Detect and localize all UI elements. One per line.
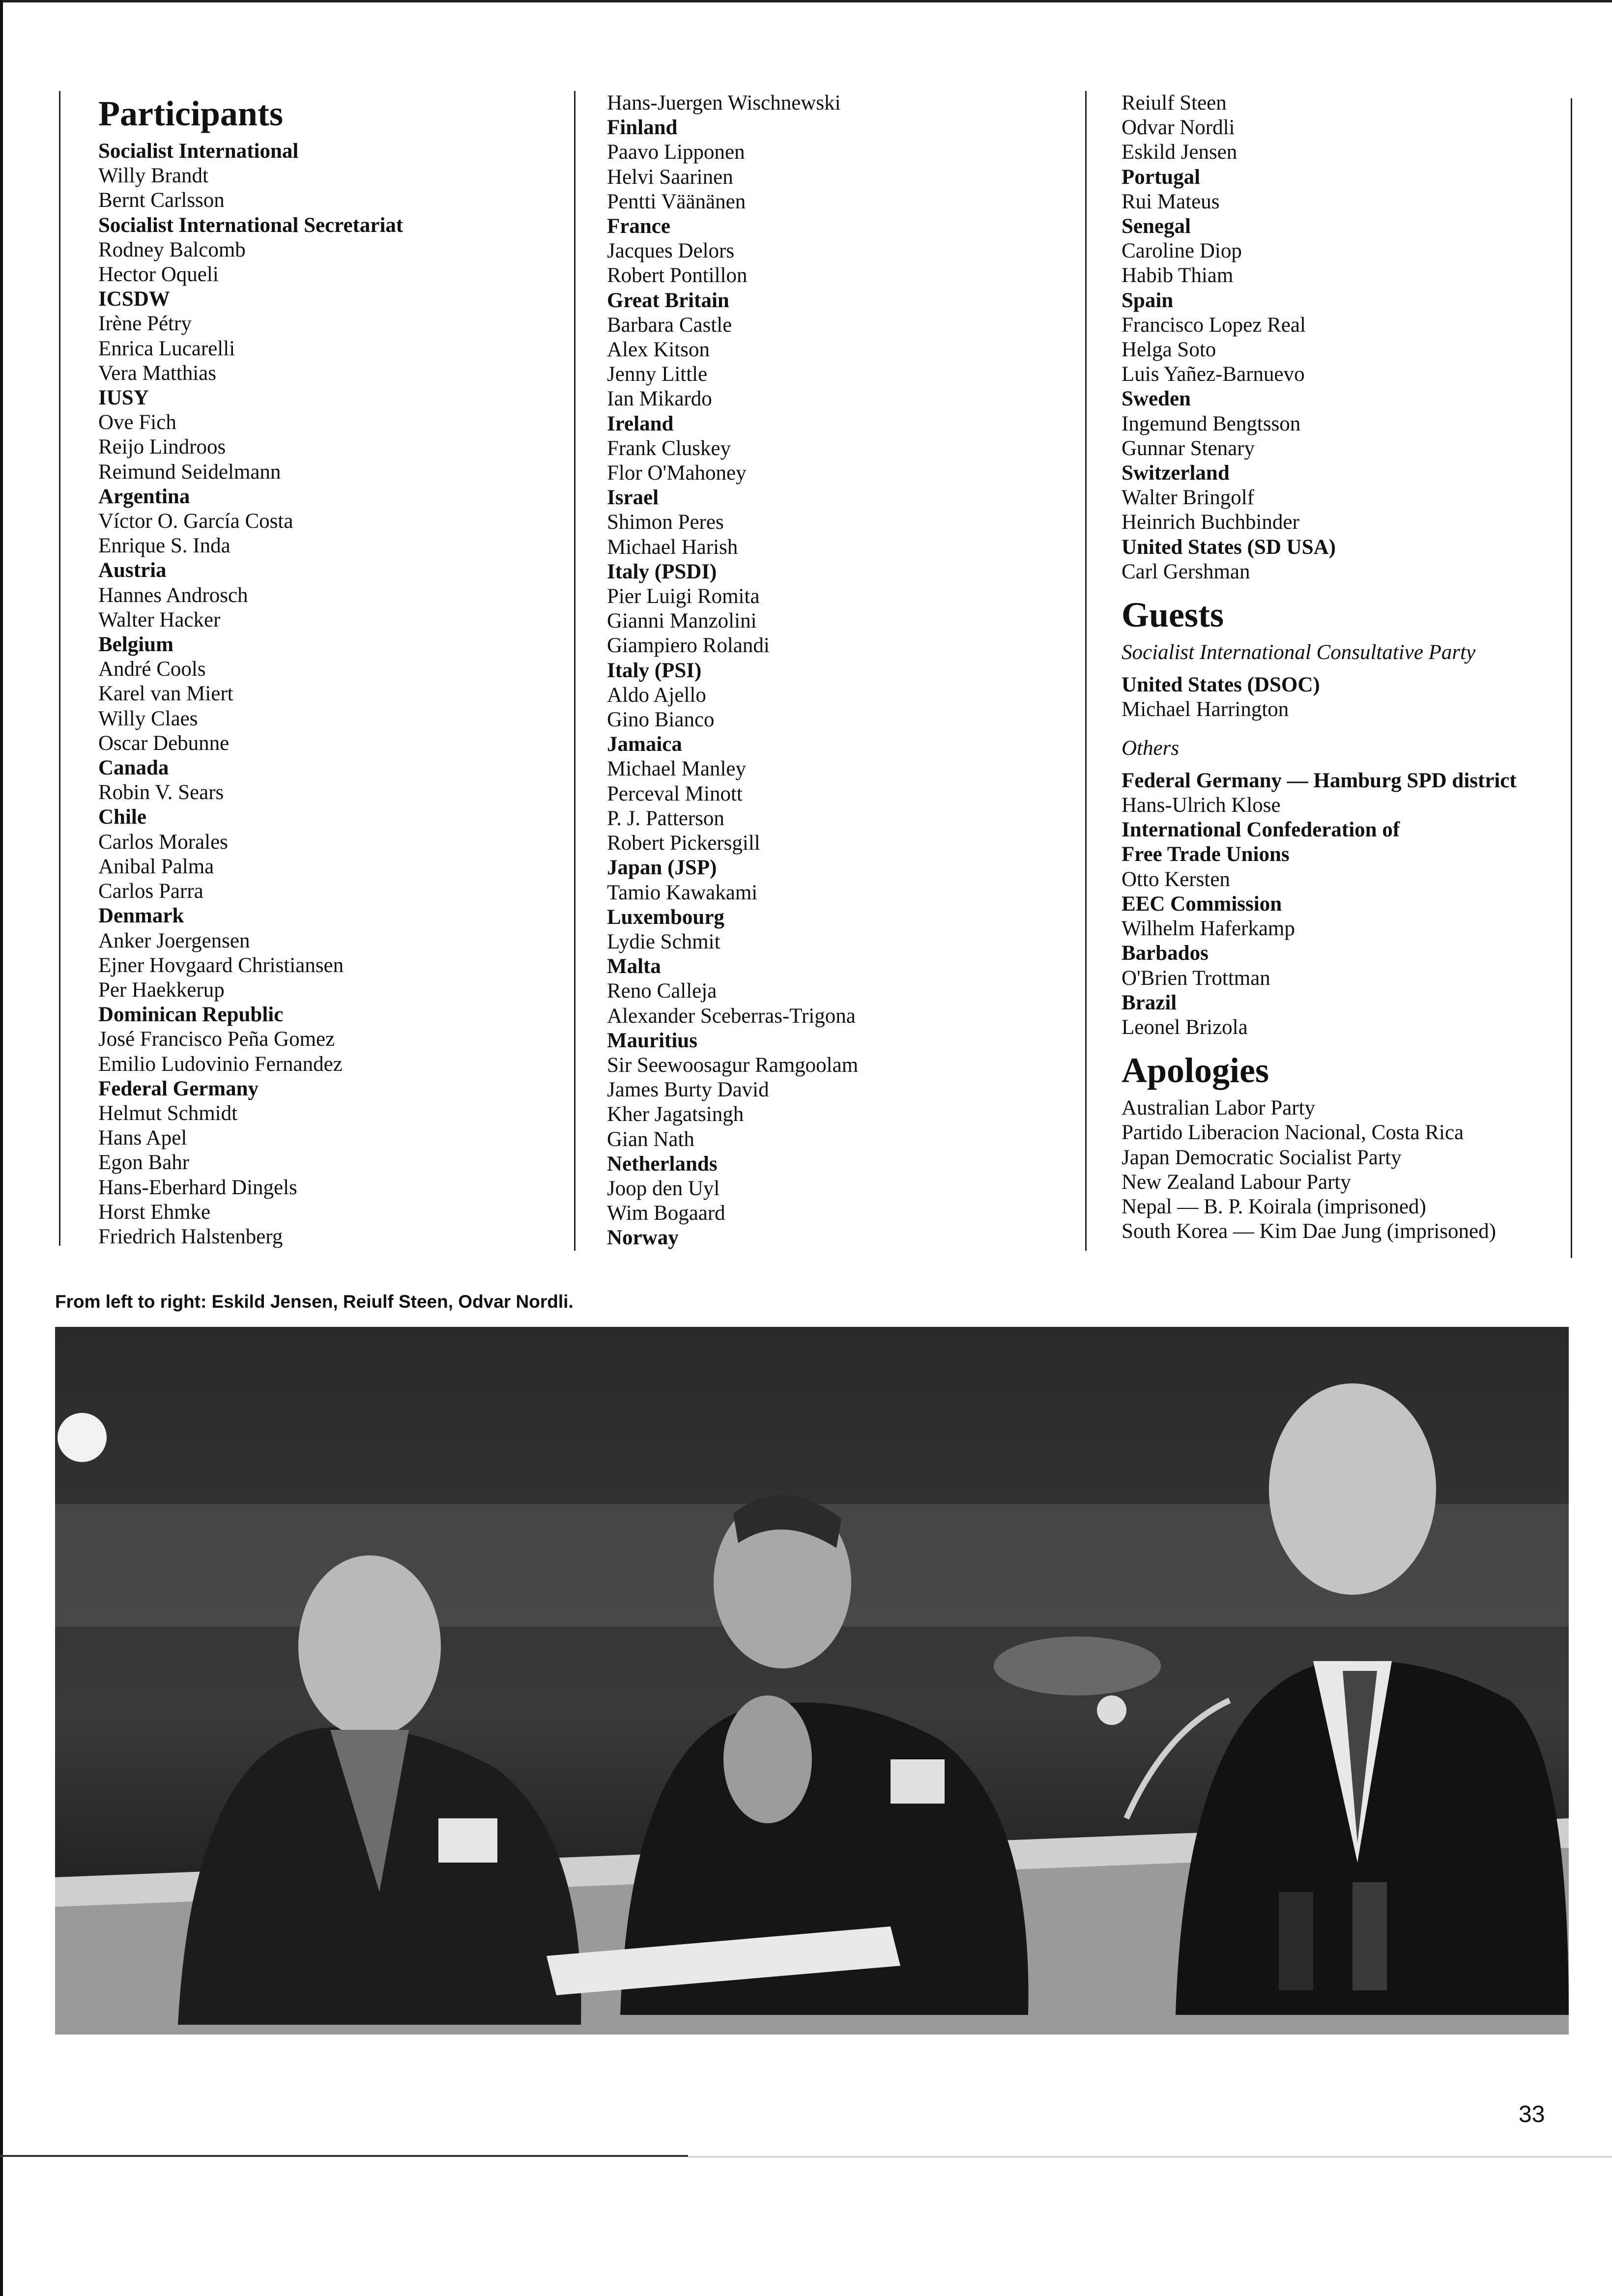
guest-heading-united-states-dsoc: United States (DSOC) [1122,673,1320,697]
participant-name-paavo-lipponen: Paavo Lipponen [607,141,745,164]
column-rule-left [59,91,60,1246]
participant-name-kher-jagatsingh: Kher Jagatsingh [607,1103,744,1126]
participant-name-helmut-schmidt: Helmut Schmidt [98,1101,238,1125]
participant-name-friedrich-halstenberg: Friedrich Halstenberg [98,1225,283,1248]
participant-heading-israel: Israel [607,486,659,510]
participant-name-vera-matthias: Vera Matthias [98,361,217,385]
participant-heading-portugal: Portugal [1122,165,1201,189]
apology-name-nepal-b-p-koirala-imprisoned: Nepal — B. P. Koirala (imprisoned) [1122,1195,1426,1218]
guest-heading-brazil: Brazil [1122,991,1177,1014]
participant-name-lydie-schmit: Lydie Schmit [607,930,720,953]
photo-caption: From left to right: Eskild Jensen, Reiulf Steen, Odvar Nordli. [55,1292,574,1312]
participant-name-pentti-v-n-nen: Pentti Väänänen [607,190,746,213]
participant-heading-canada: Canada [98,756,169,780]
participant-name-robert-pontillon: Robert Pontillon [607,264,748,287]
participant-name-flor-o-mahoney: Flor O'Mahoney [607,461,747,485]
guest-name-hans-ulrich-klose: Hans-Ulrich Klose [1122,794,1281,817]
participant-heading-norway: Norway [607,1226,679,1250]
participant-name-caroline-diop: Caroline Diop [1122,239,1242,263]
participant-name-reno-calleja: Reno Calleja [607,979,717,1003]
participant-name-horst-ehmke: Horst Ehmke [98,1200,211,1224]
participant-heading-italy-psi: Italy (PSI) [607,659,702,682]
participant-name-jacques-delors: Jacques Delors [607,239,735,263]
participant-name-robert-pickersgill: Robert Pickersgill [607,832,760,855]
participant-name-gianni-manzolini: Gianni Manzolini [607,609,757,633]
participant-name-francisco-lopez-real: Francisco Lopez Real [1122,313,1306,337]
participant-name-hector-oqueli: Hector Oqueli [98,263,219,287]
participant-heading-luxembourg: Luxembourg [607,905,724,929]
participant-name-ove-fich: Ove Fich [98,411,176,434]
participant-heading-france: France [607,215,670,238]
participant-name-bernt-carlsson: Bernt Carlsson [98,189,225,212]
guest-heading-free-trade-unions: Free Trade Unions [1122,843,1290,866]
participants-list-1 [98,139,570,1249]
participant-name-walter-hacker: Walter Hacker [98,608,221,631]
apology-name-australian-labor-party: Australian Labor Party [1122,1096,1316,1120]
participant-name-shimon-peres: Shimon Peres [607,511,724,534]
participants-list-3 [1122,91,1593,584]
participant-heading-jamaica: Jamaica [607,733,682,756]
participant-name-frank-cluskey: Frank Cluskey [607,436,731,460]
apology-name-new-zealand-labour-party: New Zealand Labour Party [1122,1170,1351,1194]
participant-name-james-burty-david: James Burty David [607,1078,769,1102]
guests-heading: Guests [1122,595,1224,635]
guest-heading-international-confederation-of: International Confederation of [1122,818,1400,842]
participant-heading-italy-psdi: Italy (PSDI) [607,560,717,583]
participant-heading-socialist-international-secretariat: Socialist International Secretariat [98,213,403,237]
guest-heading-federal-germany-hamburg-spd-district: Federal Germany — Hamburg SPD district [1122,769,1517,792]
participant-name-pier-luigi-romita: Pier Luigi Romita [607,585,760,608]
participant-name-gunnar-stenary: Gunnar Stenary [1122,436,1255,460]
column-rule-2 [574,91,576,1251]
guest-heading-barbados: Barbados [1122,942,1209,965]
apology-name-partido-liberacion-nacional-costa-rica: Partido Liberacion Nacional, Costa Rica [1122,1121,1464,1145]
participant-name-michael-harish: Michael Harish [607,535,738,559]
participant-name-rodney-balcomb: Rodney Balcomb [98,238,246,261]
participant-name-helvi-saarinen: Helvi Saarinen [607,165,733,189]
participant-name-ian-mikardo: Ian Mikardo [607,387,712,411]
participant-name-michael-manley: Michael Manley [607,757,746,781]
page-left-edge [0,0,3,2296]
participant-name-rui-mateus: Rui Mateus [1122,190,1220,213]
participant-name-gian-nath: Gian Nath [607,1127,694,1151]
participant-name-reijo-lindroos: Reijo Lindroos [98,435,226,459]
participant-name-tamio-kawakami: Tamio Kawakami [607,881,758,904]
participants-column-2 [607,91,1079,1251]
apology-name-japan-democratic-socialist-party: Japan Democratic Socialist Party [1122,1146,1402,1169]
participant-heading-spain: Spain [1122,288,1174,312]
guest-heading-eec-commission: EEC Commission [1122,892,1282,916]
page-bottom-edge-faint [688,2156,1612,2157]
participant-heading-socialist-international: Socialist International [98,140,299,163]
participant-name-heinrich-buchbinder: Heinrich Buchbinder [1122,511,1299,534]
participant-heading-icsdw: ICSDW [98,287,170,311]
participant-name-aldo-ajello: Aldo Ajello [607,683,706,707]
participant-name-per-haekkerup: Per Haekkerup [98,978,225,1002]
participant-heading-denmark: Denmark [98,904,184,928]
participant-name-carl-gershman: Carl Gershman [1122,560,1250,583]
participant-name-oscar-debunne: Oscar Debunne [98,731,230,755]
participant-name-reimund-seidelmann: Reimund Seidelmann [98,460,281,484]
meeting-photo-illustration [55,1327,1569,2035]
apologies-list [1122,1096,1593,1244]
participant-heading-federal-germany: Federal Germany [98,1077,259,1100]
guest-name-o-brien-trottman: O'Brien Trottman [1122,966,1270,990]
participant-name-carlos-parra: Carlos Parra [98,880,203,903]
participant-heading-united-states-sd-usa: United States (SD USA) [1122,535,1336,559]
participant-name-willy-brandt: Willy Brandt [98,164,208,188]
consultative-party-label: Socialist International Consultative Party [1122,641,1476,664]
participants-column-1 [98,91,570,1249]
guest-name-otto-kersten: Otto Kersten [1122,867,1230,891]
participant-name-anker-joergensen: Anker Joergensen [98,929,250,952]
participant-heading-ireland: Ireland [607,412,674,435]
participant-heading-switzerland: Switzerland [1122,461,1230,485]
participant-heading-belgium: Belgium [98,633,173,657]
participant-heading-senegal: Senegal [1122,215,1191,238]
participant-heading-japan-jsp: Japan (JSP) [607,856,717,880]
participant-name-walter-bringolf: Walter Bringolf [1122,486,1254,510]
consultative-list [1122,673,1593,722]
participant-heading-austria: Austria [98,559,167,582]
participant-name-eskild-jensen: Eskild Jensen [1122,141,1238,164]
participants-column-3 [1122,91,1593,1244]
participant-name-emilio-ludovinio-fernandez: Emilio Ludovinio Fernandez [98,1052,343,1076]
participant-name-luis-ya-ez-barnuevo: Luis Yañez-Barnuevo [1122,363,1305,386]
guest-name-michael-harrington: Michael Harrington [1122,698,1289,721]
participant-name-p-j-patterson: P. J. Patterson [607,806,724,830]
page-top-edge [0,0,1612,2]
others-list [1122,769,1593,1040]
participants-heading: Participants [98,94,283,133]
participant-name-ejner-hovgaard-christiansen: Ejner Hovgaard Christiansen [98,953,344,977]
participant-name-karel-van-miert: Karel van Miert [98,682,233,706]
participant-name-ir-ne-p-try: Irène Pétry [98,312,192,336]
participant-name-hans-eberhard-dingels: Hans-Eberhard Dingels [98,1176,297,1199]
participant-name-hans-apel: Hans Apel [98,1126,187,1150]
participant-name-wim-bogaard: Wim Bogaard [607,1202,725,1225]
participant-heading-iusy: IUSY [98,386,149,410]
guest-name-leonel-brizola: Leonel Brizola [1122,1015,1248,1039]
participant-name-jenny-little: Jenny Little [607,363,708,386]
participant-name-alex-kitson: Alex Kitson [607,338,710,362]
column-rule-3 [1085,91,1087,1251]
participant-heading-malta: Malta [607,955,661,978]
meeting-photo [55,1327,1569,2035]
participant-name-hannes-androsch: Hannes Androsch [98,583,248,607]
participant-name-helga-soto: Helga Soto [1122,338,1216,362]
participant-name-willy-claes: Willy Claes [98,707,198,730]
participant-heading-argentina: Argentina [98,485,190,508]
participant-heading-netherlands: Netherlands [607,1152,718,1176]
participant-name-enrique-s-inda: Enrique S. Inda [98,534,230,558]
participant-name-alexander-sceberras-trigona: Alexander Sceberras-Trigona [607,1004,856,1028]
participant-name-reiulf-steen: Reiulf Steen [1122,91,1227,115]
participant-name-gino-bianco: Gino Bianco [607,708,715,732]
apology-name-south-korea-kim-dae-jung-imprisoned: South Korea — Kim Dae Jung (imprisoned) [1122,1220,1496,1243]
guest-name-wilhelm-haferkamp: Wilhelm Haferkamp [1122,917,1295,941]
participant-name-jos-francisco-pe-a-gomez: José Francisco Peña Gomez [98,1028,335,1051]
participant-name-barbara-castle: Barbara Castle [607,313,732,337]
participant-name-robin-v-sears: Robin V. Sears [98,781,224,804]
participant-name-ingemund-bengtsson: Ingemund Bengtsson [1122,412,1301,435]
participant-heading-great-britain: Great Britain [607,288,729,312]
participant-heading-chile: Chile [98,805,146,829]
participant-heading-dominican-republic: Dominican Republic [98,1003,284,1027]
participant-name-habib-thiam: Habib Thiam [1122,264,1234,287]
participant-name-v-ctor-o-garc-a-costa: Víctor O. García Costa [98,510,293,533]
participant-name-odvar-nordli: Odvar Nordli [1122,116,1235,140]
participant-name-carlos-morales: Carlos Morales [98,830,228,854]
participant-name-joop-den-uyl: Joop den Uyl [607,1177,720,1200]
participant-name-enrica-lucarelli: Enrica Lucarelli [98,337,235,360]
participant-heading-sweden: Sweden [1122,387,1191,411]
participant-name-anibal-palma: Anibal Palma [98,855,214,878]
participant-name-hans-juergen-wischnewski: Hans-Juergen Wischnewski [607,91,841,115]
apologies-heading: Apologies [1122,1051,1269,1091]
participant-heading-finland: Finland [607,116,678,140]
participant-name-sir-seewoosagur-ramgoolam: Sir Seewoosagur Ramgoolam [607,1053,859,1077]
page-bottom-edge [0,2155,688,2157]
page-number: 33 [1519,2101,1545,2127]
participants-list-2 [607,91,1079,1251]
participant-name-andr-cools: André Cools [98,658,206,681]
participant-name-egon-bahr: Egon Bahr [98,1151,190,1175]
participant-name-perceval-minott: Perceval Minott [607,782,743,805]
others-label: Others [1122,736,1180,760]
participant-heading-mauritius: Mauritius [607,1029,697,1052]
participant-name-giampiero-rolandi: Giampiero Rolandi [607,634,770,658]
